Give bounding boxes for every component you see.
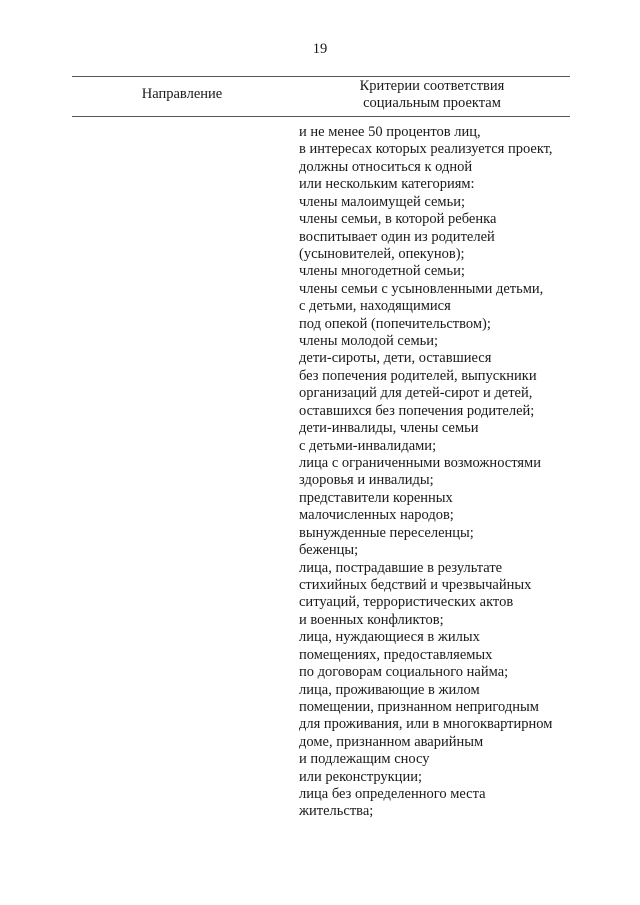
criteria-line: и подлежащим сносу [299, 751, 430, 768]
criteria-line: лица без определенного места [299, 786, 486, 803]
criteria-line: или нескольким категориям: [299, 176, 475, 193]
column-header-criteria [294, 78, 570, 112]
column-header-criteria-line-1: Критерии соответствия [359, 78, 505, 94]
criteria-line: или реконструкции; [299, 768, 422, 785]
criteria-line: доме, признанном аварийным [299, 733, 484, 750]
criteria-line: лица, нуждающиеся в жилых [299, 629, 480, 646]
criteria-line: оставшихся без попечения родителей; [299, 402, 535, 419]
criteria-line: здоровья и инвалиды; [299, 472, 434, 489]
criteria-line: под опекой (попечительством); [299, 315, 491, 332]
column-header-criteria-line-2: социальным проектам [363, 95, 501, 111]
column-header-direction: Направление [141, 86, 223, 102]
criteria-line: беженцы; [299, 542, 359, 559]
criteria-line: и не менее 50 процентов лиц, [299, 124, 481, 140]
criteria-line: ситуаций, террористических актов [299, 594, 514, 611]
criteria-text-block [299, 124, 579, 821]
criteria-line: и военных конфликтов; [299, 611, 444, 628]
criteria-line: члены семьи, в которой ребенка [299, 211, 497, 228]
criteria-line: организаций для детей-сирот и детей, [299, 385, 533, 402]
criteria-line: без попечения родителей, выпускники [299, 367, 537, 384]
criteria-line: члены молодой семьи; [299, 333, 439, 350]
criteria-line: помещении, признанном непригодным [299, 698, 539, 715]
criteria-line: лица, проживающие в жилом [299, 681, 480, 698]
criteria-line: в интересах которых реализуется проект, [299, 141, 553, 158]
criteria-line: лица, пострадавшие в результате [299, 559, 503, 576]
criteria-line: (усыновителей, опекунов); [299, 245, 465, 262]
criteria-line: с детьми-инвалидами; [299, 437, 437, 454]
criteria-line: помещениях, предоставляемых [299, 646, 493, 663]
criteria-line: стихийных бедствий и чрезвычайных [299, 576, 532, 593]
criteria-line: дети-инвалиды, члены семьи [299, 420, 479, 437]
criteria-line: члены многодетной семьи; [299, 263, 465, 280]
criteria-line: по договорам социального найма; [299, 664, 509, 681]
criteria-line: для проживания, или в многоквартирном [299, 716, 553, 733]
criteria-line: представители коренных [299, 489, 453, 506]
criteria-line: воспитывает один из родителей [299, 228, 495, 245]
page-number: 19 [312, 41, 328, 57]
criteria-line: дети-сироты, дети, оставшиеся [299, 350, 492, 367]
criteria-line: с детьми, находящимися [299, 298, 451, 315]
criteria-line: члены семьи с усыновленными детьми, [299, 280, 544, 297]
table-header [72, 76, 570, 117]
criteria-line: члены малоимущей семьи; [299, 193, 466, 210]
criteria-line: лица с ограниченными возможностями [299, 455, 541, 472]
criteria-line: малочисленных народов; [299, 507, 454, 524]
criteria-line: вынужденные переселенцы; [299, 524, 474, 541]
criteria-line: должны относиться к одной [299, 158, 473, 175]
criteria-line: жительства; [299, 803, 374, 820]
